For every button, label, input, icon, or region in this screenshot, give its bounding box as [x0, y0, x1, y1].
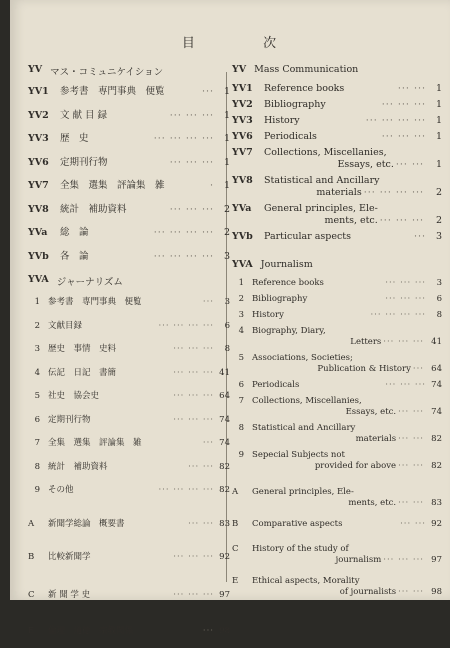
title-char-left: 目 — [181, 36, 197, 51]
toc-entry[interactable]: E Ethical aspects, Morality of journalists ··· ··· 98 — [232, 576, 442, 597]
toc-entry[interactable]: 2 Bibliography ··· ··· ··· 6 — [238, 294, 442, 304]
toc-entry[interactable]: YV8 Statistical and Ancillary materials ··· ··· ··· ··· 2 — [232, 175, 442, 198]
toc-entry[interactable]: 7 Collections, Miscellanies, Essays, etc. ··· ··· 74 — [238, 396, 442, 417]
toc-entry[interactable]: YVb Particular aspects ··· 3 — [232, 231, 442, 242]
yv-entries-en — [232, 83, 442, 243]
toc-entry[interactable]: YV1 参考書 専門事典 便覧 ··· 1 — [28, 86, 230, 97]
toc-entry[interactable]: YV6 Periodicals ··· ··· ··· 1 — [232, 131, 442, 142]
toc-entry[interactable]: YV6 定期刊行物 ··· ··· ··· 1 — [28, 156, 230, 168]
japanese-toc-column — [28, 64, 230, 648]
toc-entry[interactable]: 6 定期刊行物 ··· ··· ··· 74 — [34, 414, 230, 425]
section-heading-yv-en: YV Mass Communication — [232, 64, 359, 75]
section-heading-yva-jp: YVA ジャーナリズム — [28, 274, 123, 288]
title-char-right: 次 — [263, 36, 279, 51]
toc-entry[interactable]: A General principles, Ele- ments, etc. ··· ··· 83 — [232, 487, 442, 508]
section-heading-yva-en: YVA Journalism — [232, 259, 313, 270]
yv-entries-jp — [28, 86, 230, 263]
toc-entry[interactable]: YV7 Collections, Miscellanies, Essays, etc. ··· ··· 1 — [232, 147, 442, 170]
page-title — [10, 32, 450, 51]
toc-entry[interactable]: 2 文献目録 ··· ··· ··· ··· 6 — [34, 320, 230, 331]
toc-entry[interactable]: 7 全集 選集 評論集 雑 ··· 74 — [34, 438, 230, 448]
toc-entry[interactable]: C 新 聞 学 史 ··· ··· ··· 97 — [28, 589, 230, 600]
yva-entries-en — [232, 278, 442, 598]
toc-entry[interactable]: 9 Sepecial Subjects not provided for above ··· ··· 82 — [238, 450, 442, 471]
toc-entry[interactable]: C History of the study of journalism ··· ··· ··· 97 — [232, 544, 442, 565]
toc-entry[interactable]: 3 歴史 事情 史料 ··· ··· ··· 8 — [34, 344, 230, 354]
yva-entries-jp — [28, 296, 230, 637]
toc-entry[interactable]: YVa 総 論 ··· ··· ··· ··· 2 — [28, 227, 230, 238]
toc-entry[interactable]: YVa General principles, Ele- ments, etc. ··· ··· ··· 2 — [232, 203, 442, 226]
toc-entry[interactable]: 5 Associations, Societies; Publication & History ··· 64 — [238, 353, 442, 374]
toc-entry[interactable]: 9 その他 ··· ··· ··· ··· 82 — [34, 485, 230, 495]
toc-entry[interactable]: E 倫理 道徳 宗教関係 ··· 98 — [28, 625, 230, 636]
toc-entry[interactable]: YV8 統計 補助資料 ··· ··· ··· 2 — [28, 203, 230, 215]
toc-entry[interactable]: 3 History ··· ··· ··· ··· 8 — [238, 310, 442, 320]
toc-entry[interactable]: YV7 全集 選集 評論集 雑 · 1 — [28, 180, 230, 191]
toc-entry[interactable]: 4 Biography, Diary, Letters ··· ··· ··· 41 — [238, 326, 442, 347]
toc-entry[interactable]: YV3 History ··· ··· ··· ··· 1 — [232, 115, 442, 126]
english-toc-column — [232, 64, 442, 603]
toc-entry[interactable]: YV2 Bibliography ··· ··· ··· 1 — [232, 99, 442, 110]
toc-entry[interactable]: 6 Periodicals ··· ··· ··· 74 — [238, 380, 442, 390]
toc-entry[interactable]: B 比較新聞学 ··· ··· ··· 92 — [28, 551, 230, 562]
toc-entry[interactable]: YV2 文 献 目 録 ··· ··· ··· 1 — [28, 109, 230, 121]
toc-entry[interactable]: 1 Reference books ··· ··· ··· 3 — [238, 278, 442, 288]
toc-entry[interactable]: YV3 歴 史 ··· ··· ··· ··· 1 — [28, 133, 230, 144]
toc-entry[interactable]: 8 Statistical and Ancillary materials ··· ··· 82 — [238, 423, 442, 444]
toc-entry[interactable]: YVb 各 論 ··· ··· ··· ··· 3 — [28, 250, 230, 262]
toc-entry[interactable]: B Comparative aspects ··· ··· 92 — [232, 519, 442, 529]
toc-entry[interactable]: YV1 Reference books ··· ··· 1 — [232, 83, 442, 94]
toc-entry[interactable]: A 新聞学総論 概要書 ··· ··· 83 — [28, 518, 230, 529]
toc-entry[interactable]: 5 社史 協会史 ··· ··· ··· 64 — [34, 391, 230, 401]
section-heading-yv-jp: YV マス・コミュニケイション — [28, 64, 164, 78]
toc-entry[interactable]: 1 参考書 専門事典 便覧 ··· 3 — [34, 297, 230, 307]
book-page — [10, 0, 450, 636]
toc-entry[interactable]: 8 統計 補助資料 ··· ··· 82 — [34, 461, 230, 472]
toc-entry[interactable]: 4 伝記 日記 書簡 ··· ··· ··· 41 — [34, 367, 230, 378]
